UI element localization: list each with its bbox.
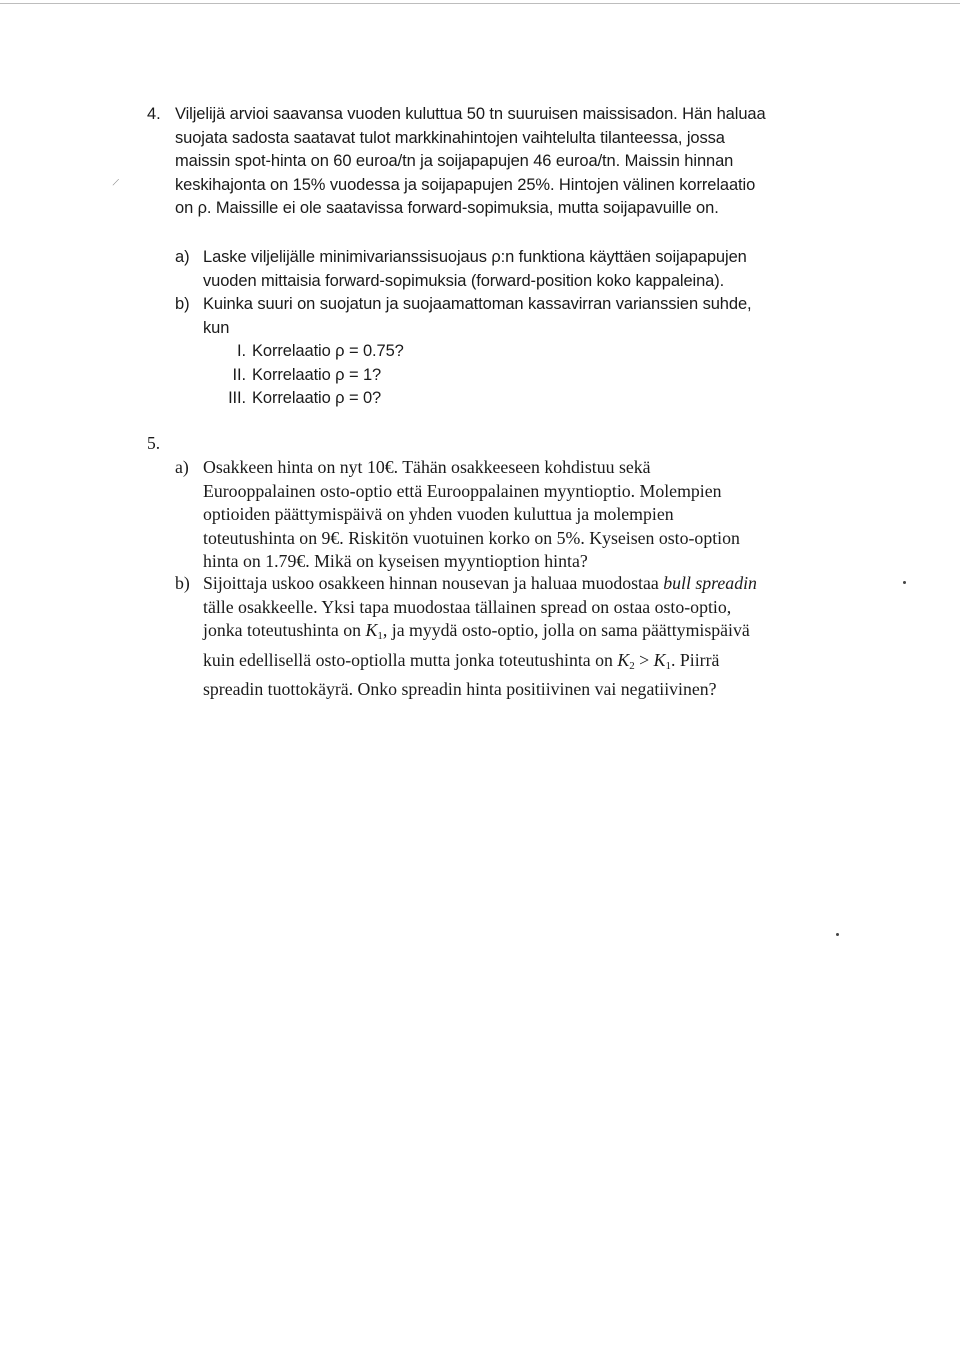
- part-label: a): [175, 248, 190, 266]
- part-label: b): [175, 295, 190, 313]
- math-symbol: K: [617, 649, 630, 670]
- text-line: suojata sadosta saatavat tulot markkinahintojen vaihtelulta tilanteessa, jossa: [175, 128, 725, 147]
- item-text: Korrelaatio ρ = 0?: [252, 389, 382, 407]
- scan-speck: [836, 933, 839, 936]
- text-line: Kuinka suuri on suojatun ja suojaamattoman kassavirran varianssien suhde,: [203, 295, 752, 313]
- text-line: [203, 619, 835, 649]
- part-label: a): [175, 457, 189, 477]
- roman-numeral: I.: [237, 342, 246, 360]
- text-span: . Piirrä: [671, 649, 720, 670]
- text-line: on ρ. Maissille ei ole saatavissa forward-sopimuksia, mutta soijapavuille on.: [175, 199, 719, 217]
- text-line: Osakkeen hinta on nyt 10€. Tähän osakkeeseen kohdistuu sekä: [203, 457, 651, 477]
- text-line: Laske viljelijälle minimivarianssisuojaus ρ:n funktiona käyttäen soijapapujen: [203, 248, 747, 266]
- question-4: [147, 103, 827, 221]
- scan-speck: [903, 581, 906, 584]
- question-number: 5.: [147, 433, 161, 453]
- math-operator: >: [634, 649, 654, 670]
- item-text: Korrelaatio ρ = 1?: [252, 365, 382, 384]
- text-line: spreadin tuottokäyrä. Onko spreadin hinta positiivinen vai negatiivinen?: [203, 679, 717, 699]
- italic-term: bull spreadin: [663, 573, 757, 593]
- question-5-part-b: [175, 572, 835, 702]
- text-span: jonka toteutushinta on: [203, 620, 366, 640]
- text-line: Viljelijä arvioi saavansa vuoden kuluttua 50 tn suuruisen maissisadon. Hän haluaa: [175, 105, 766, 123]
- list-item: [216, 364, 404, 388]
- math-subscript: 1: [377, 630, 383, 642]
- scan-edge-line: [0, 3, 960, 4]
- text-line: hinta on 1.79€. Mikä on kyseisen myyntioption hinta?: [203, 551, 588, 571]
- text-line: maissin spot-hinta on 60 euroa/tn ja soijapapujen 46 euroa/tn. Maissin hinnan: [175, 152, 734, 170]
- text-line: kun: [203, 318, 230, 337]
- text-line: keskihajonta on 15% vuodessa ja soijapapujen 25%. Hintojen välinen korrelaatio: [175, 175, 756, 194]
- math-symbol: K: [653, 649, 666, 670]
- math-symbol: K: [365, 620, 378, 640]
- text-line: vuoden mittaisia forward-sopimuksia (forward-position koko kappaleina).: [203, 271, 725, 290]
- question-5-part-a: [175, 456, 835, 574]
- text-line: toteutushinta on 9€. Riskitön vuotuinen korko on 5%. Kyseisen osto-option: [203, 527, 740, 548]
- list-item: [216, 387, 404, 411]
- part-label: b): [175, 573, 190, 593]
- text-line: optioiden päättymispäivä on yhden vuoden kuluttua ja molempien: [203, 504, 674, 524]
- question-number: 4.: [147, 105, 161, 123]
- item-text: Korrelaatio ρ = 0.75?: [252, 342, 404, 360]
- roman-numeral: II.: [232, 365, 246, 384]
- text-line: [203, 572, 835, 596]
- scan-mark: /: [111, 174, 121, 190]
- text-line: [203, 649, 835, 679]
- math-subscript: 1: [665, 659, 672, 672]
- text-span: , ja myydä osto-optio, jolla on sama päättymispäivä: [382, 620, 750, 640]
- list-item: [216, 340, 404, 364]
- roman-numeral: III.: [228, 389, 246, 407]
- text-span: kuin edellisellä osto-optiolla mutta jonka toteutushinta on: [203, 649, 618, 670]
- question-4-part-b: [175, 293, 835, 340]
- question-4-text: [175, 103, 827, 221]
- question-4-part-a: [175, 246, 835, 293]
- math-subscript: 2: [629, 659, 635, 672]
- text-line: Eurooppalainen osto-optio että Eurooppalainen myyntioptio. Molempien: [203, 480, 722, 501]
- correlation-list: [216, 340, 404, 411]
- text-line: tälle osakkeelle. Yksi tapa muodostaa tällainen spread on ostaa osto-optio,: [203, 596, 732, 617]
- text-span: Sijoittaja uskoo osakkeen hinnan nousevan ja haluaa muodostaa: [203, 573, 664, 593]
